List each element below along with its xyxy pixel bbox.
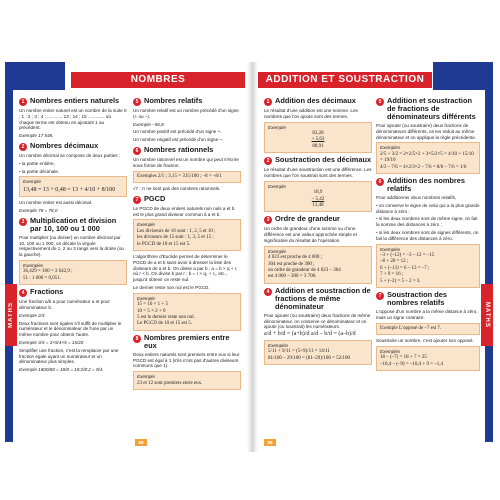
example-label: Exemple <box>137 222 155 228</box>
left-page-number: 58 <box>135 439 147 446</box>
example-label: Exemples <box>380 145 401 151</box>
body-text: √7 ; π ne sont pas des nombres rationnels. <box>133 185 221 191</box>
section-number: 5 <box>133 98 141 106</box>
section-rationnels <box>133 146 241 155</box>
section-title: Soustraction des nombres relatifs <box>387 290 447 308</box>
body-text: Un nombre relatif est un nombre précédé d'un signe (+ ou –). <box>133 108 239 119</box>
body-text: L'opposé d'un nombre a la même distance à zéro, mais un signe contraire. <box>376 309 478 320</box>
section-pgcd <box>133 195 241 204</box>
section-number: 1 <box>19 98 27 106</box>
right-side-bar-low <box>485 346 493 442</box>
math-line: un ordre de grandeur de 4 023 – 304 <box>268 268 341 274</box>
left-banner: NOMBRES <box>71 72 245 88</box>
section-ordre-grandeur <box>264 215 372 224</box>
math-line: –3 + (–12) = –3 – 12 = –15 <box>380 253 435 258</box>
example-box <box>376 244 480 288</box>
section-title: PGCD <box>144 193 166 203</box>
body-text: Un nombre négatif est précédé d'un signe –. <box>133 137 224 143</box>
body-text: Un nombre décimal se compose de deux parties : <box>19 152 121 158</box>
example-label: Exemples <box>380 246 401 252</box>
body-text: Un nombre entier naturel est un nombre de la suite 0 ; 1 ; 2 ; 3 ; 4 ; ............ 13 ; 14 ; 15 ............. où chaque terme est obtenu en ajoutant 1 au précédent. <box>19 108 127 131</box>
example-text: Exemple 78 = 78,0 <box>19 207 58 213</box>
body-text: Un nombre rationnel est un nombre qui peut s'écrire sous forme de fraction. <box>133 156 239 168</box>
example-box <box>376 346 480 371</box>
body-text: Le résultat d'une addition est une somme. Les nombres que l'on ajoute sont des termes. <box>264 108 358 119</box>
example-box <box>133 371 241 390</box>
example-box <box>264 122 372 154</box>
example-label: Exemple <box>268 183 286 189</box>
math-line: le PGCD de 10 et 15 est 5. <box>137 241 191 247</box>
math-line: Exemples 2/5 ; 3,15 = 315/100 ; –8 = –8/1 <box>137 173 222 179</box>
example-box <box>264 246 372 284</box>
section-number: 7 <box>133 196 141 204</box>
example-label: Exemple <box>268 248 286 254</box>
example-label: Exemple <box>23 179 41 185</box>
section-multiplication <box>19 217 127 233</box>
section-addition-relatifs <box>376 177 480 193</box>
example-label: Exemples <box>23 262 44 268</box>
body-text: Une fraction a/b a pour numérateur a et pour dénominateur b. <box>19 299 110 310</box>
section-title: Addition et soustraction de fractions de dénominateurs différents <box>387 96 476 121</box>
math-line: 13,48 <box>312 203 324 209</box>
left-side-tab: MATHS <box>5 284 17 346</box>
example-label: Exemples <box>268 343 289 349</box>
formula: a/d + b/d = (a+b)/d a/d – b/d = (a–b)/d <box>264 331 356 338</box>
math-line: Les diviseurs de 10 sont : 1, 2, 5 et 10 ; <box>137 228 216 234</box>
example-box <box>19 260 127 285</box>
section-entiers <box>19 97 127 106</box>
right-column-2 <box>376 94 480 374</box>
section-title: Soustraction des décimaux <box>275 155 372 165</box>
math-line: Le PGCD de 10 et 15 est 5. <box>137 321 192 327</box>
section-title: Addition des nombres relatifs <box>387 176 466 194</box>
math-line: 10 = 5 × 2 + 0 <box>137 308 166 314</box>
section-number: 3 <box>19 218 27 226</box>
left-column-2 <box>133 94 241 393</box>
section-title: Nombres rationnels <box>144 144 214 154</box>
bullet-item: • la partie décimale. <box>19 169 127 175</box>
body-text: Un ordre de grandeur d'une somme ou d'une différence est une valeur approchée simple et significative du résultat de l'opération. <box>264 226 357 244</box>
example-box <box>264 340 372 365</box>
math-line: 18,9 <box>313 190 323 196</box>
math-line: –8 + 20 = 12 ; <box>380 259 409 265</box>
body-text: Deux entiers naturels sont premiers entre eux si leur PGCD est égal à 1 (s'ils n'ont pas d'autres diviseurs communs que 1). <box>133 351 240 369</box>
body-text: Un nombre positif est précédé d'un signe +. <box>133 129 222 135</box>
section-title: Addition des décimaux <box>275 96 356 105</box>
body-text: Soustraire un nombre, c'est ajouter son opposé. <box>376 338 474 344</box>
section-number: 1 <box>264 98 272 106</box>
book-gutter <box>247 62 258 452</box>
math-line: 15 = 10 × 1 + 5 <box>137 302 168 308</box>
left-page <box>5 62 247 452</box>
section-title: Nombres décimaux <box>30 140 99 150</box>
left-column-1 <box>19 94 127 375</box>
body-text: Pour multiplier (ou diviser) un nombre décimal par 10, 100 ou 1 000, on décale la virgule respectivement de 1, 2 ou 3 rangs vers la droite (ou la gauche). <box>19 234 124 258</box>
math-line: 18 – (–7) = 18 + 7 = 25 <box>380 355 427 361</box>
section-number: 4 <box>19 289 27 297</box>
left-corner-decoration <box>5 62 65 90</box>
example-text: Exemple 2/4 <box>19 312 45 318</box>
example-text: Exemple –56,8. <box>133 121 165 127</box>
section-number: 6 <box>133 147 141 155</box>
body-text: Pour ajouter (ou soustraire) deux fractions de dénominateurs différents, on les réduit au même dénominateur et on applique la règle précédente. <box>376 123 477 140</box>
body-text: Le dernier reste non nul est le PGCD. <box>133 284 210 290</box>
math-line: 36,429 × 100 = 3 642,9 ; <box>23 269 73 275</box>
body-text: Deux fractions sont égales s'il suffit de multiplier le numérateur et le dénominateur de l'une par un même nombre pour obtenir l'autre. <box>19 320 122 338</box>
section-title: Nombres relatifs <box>144 96 203 105</box>
section-premiers <box>133 334 241 350</box>
example-box <box>133 293 241 331</box>
section-number: 5 <box>376 98 384 106</box>
section-number: 3 <box>264 216 272 224</box>
body-text: L'algorithme d'Euclide permet de déterminer le PGCD de a et b sans avoir à dresser la liste des diviseurs de a et b. On divise a par b ; a = b × q + r, où r < b. On divise b par r ; b = r × q₁ + r₁, etc., jusqu'à obtenir un reste nul. <box>133 254 238 283</box>
bullet-item: • la partie entière, <box>19 161 127 167</box>
left-side-bar <box>5 90 13 284</box>
section-title: Fractions <box>30 287 64 297</box>
math-line: 13,48 = 13 + 0,48 = 13 + 4/10 + 8/100 <box>23 186 116 193</box>
example-label: Exemple <box>137 374 155 380</box>
math-line: 4 023 est proche de 4 000 ; <box>268 255 323 261</box>
example-box <box>376 142 480 174</box>
math-line: 5/11 + 9/11 = (5+9)/11 = 14/11 <box>268 349 330 355</box>
section-soustraction-decimaux <box>264 156 372 165</box>
section-fractions <box>19 288 127 297</box>
bullet-item: • si les deux nombres sont de signes différents, on fait la différence des distances à zéro. <box>376 230 480 242</box>
math-line: 304 est proche de 300 ; <box>268 261 315 267</box>
math-line: 88,91 <box>312 143 324 149</box>
body-text: Le résultat d'une soustraction est une différence. Les nombres que l'on soustrait sont des termes. <box>264 167 372 179</box>
right-side-tab: MATHS <box>481 284 493 346</box>
math-line: 2/5 + 3/2 = 2×2/5×2 + 3×5/2×5 = 4/10 + 15/10 = 19/10 <box>380 151 474 164</box>
section-soustraction-relatifs <box>376 291 480 307</box>
section-number: 2 <box>264 157 272 165</box>
body-text: Simplifier une fraction, c'est la remplacer par une fraction égale ayant un numérateur et un dénominateur plus simples. <box>19 347 119 365</box>
right-page <box>258 62 493 452</box>
example-label: Exemple <box>268 124 286 130</box>
section-number: 6 <box>376 178 384 186</box>
right-banner: ADDITION ET SOUSTRACTION <box>258 72 432 88</box>
right-side-bar <box>485 90 493 284</box>
section-number: 8 <box>133 335 141 343</box>
section-fractions-denominateurs-differents <box>376 97 480 121</box>
math-line: 5 est le dernier reste non nul. <box>137 315 195 320</box>
body-text: Pour additionner deux nombres relatifs, <box>376 195 457 201</box>
example-box <box>133 171 241 183</box>
example-label: Exemples <box>380 348 401 354</box>
section-title: Multiplication et division par 10, 100 ou 1 000 <box>30 215 117 233</box>
example-box <box>19 176 127 197</box>
section-title: Addition et soustraction de fractions de même dénominateur <box>275 285 371 311</box>
right-page-number: 59 <box>264 439 276 446</box>
math-line: Exemple L'opposé de –7 est 7. <box>380 325 442 331</box>
math-line: 6 + (–13) = 6 – 13 = –7 ; <box>380 265 430 271</box>
example-box <box>376 323 480 335</box>
bullet-item: • on conserve le signe de celui qui a la plus grande distance à zéro ; <box>376 203 480 215</box>
section-decimaux <box>19 142 127 151</box>
section-relatifs <box>133 97 241 106</box>
example-text: Exemple 3/4 = 3×5/4×5 = 15/20 <box>19 339 84 345</box>
math-line: 7 + 9 = 16 ; <box>380 272 404 278</box>
example-box <box>264 181 372 213</box>
section-number: 4 <box>264 288 272 296</box>
right-column-1 <box>264 94 372 368</box>
body-text: Le PGCD de deux entiers naturels non nuls a et b est le plus grand diviseur commun à a et b. <box>133 205 235 217</box>
math-line: 4/3 – 7/6 = 4×2/3×2 – 7/6 = 8/6 – 7/6 = 1/6 <box>380 164 467 170</box>
section-addition-decimaux <box>264 97 372 106</box>
section-title: Ordre de grandeur <box>275 214 340 224</box>
math-line: est 4 000 – 300 = 3 700. <box>268 274 317 280</box>
left-side-bar-low <box>5 346 13 442</box>
math-line: 83,28 <box>312 131 324 136</box>
section-number: 2 <box>19 143 27 151</box>
section-title: Nombres entiers naturels <box>30 96 120 105</box>
example-box <box>133 219 241 251</box>
body-text: Pour ajouter (ou soustraire) deux fractions de même dénominateur, on conserve ce dénominateur et on ajoute (ou soustrait) les numérateurs. <box>264 312 371 330</box>
section-fractions-meme-denominateur <box>264 287 372 311</box>
bullet-item: • si les deux nombres sont de même signe, on fait la somme des distances à zéro ; <box>376 216 480 228</box>
math-line: – 5,42 <box>311 196 325 202</box>
body-text: Un nombre entier est aussi décimal. <box>19 200 93 206</box>
math-line: 5 + (–2) = 5 – 2 = 3. <box>380 278 421 284</box>
math-line: les diviseurs de 15 sont : 1, 3, 5 et 15 ; <box>137 235 214 241</box>
math-line: –10,4 – (–9) = –10,4 + 9 = –1,4 <box>380 361 444 367</box>
math-line: 81/100 – 29/100 = (81–29)/100 = 52/100 <box>268 355 351 361</box>
example-text: Exemple 1800/88 = 18/8 = 18:2/8:2 = 9/4 <box>19 367 103 373</box>
section-title: Nombres premiers entre eux <box>144 332 230 350</box>
example-label: Exemple <box>137 295 155 301</box>
math-line: 23 et 12 sont premiers entre eux. <box>137 380 203 386</box>
math-line: 51 : 1 000 = 0,051. <box>23 275 61 281</box>
example-text: Exemple 17 548. <box>19 133 54 139</box>
section-number: 7 <box>376 292 384 300</box>
math-line: + 5,63 <box>311 137 325 143</box>
right-corner-decoration <box>433 62 493 90</box>
